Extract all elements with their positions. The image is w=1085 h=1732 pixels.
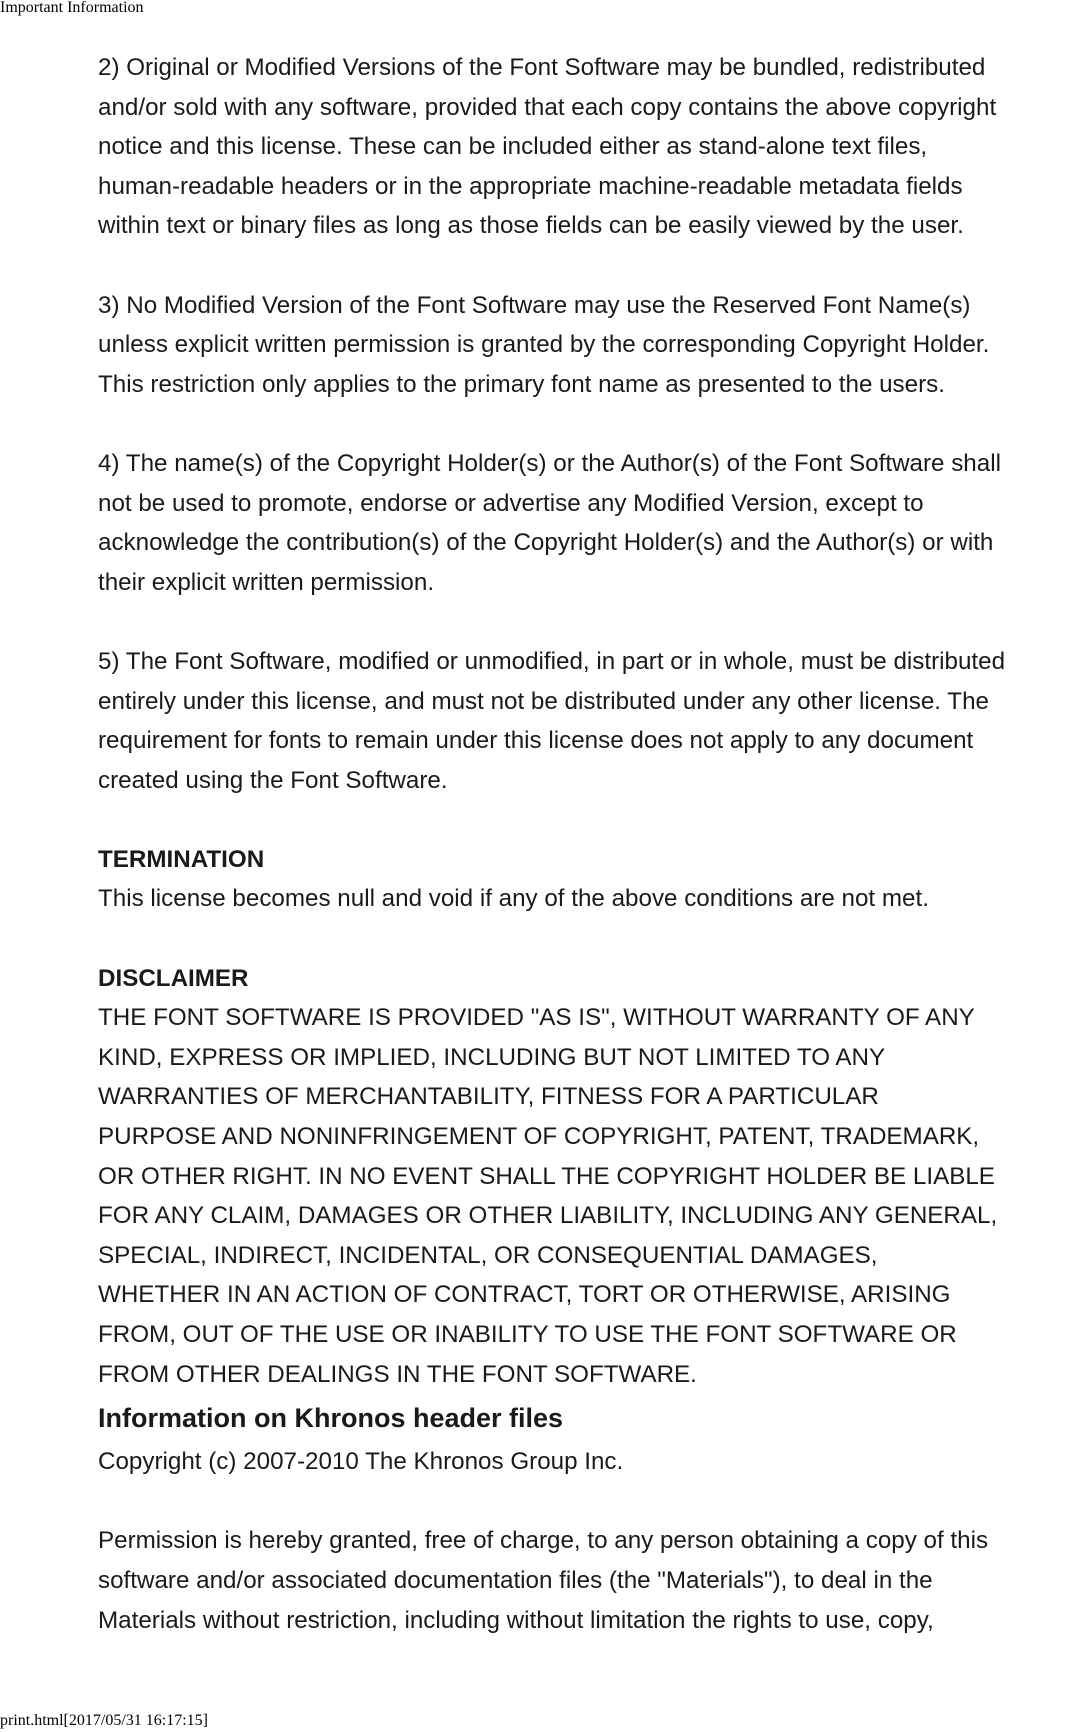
license-clause-5: 5) The Font Software, modified or unmodified, in part or in whole, must be distributed entirely under this license, and must not be distributed under any other license. The requirement for fonts to remain under this license does not apply to any document created using the Font Software. — [98, 647, 1006, 794]
license-clause-3: 3) No Modified Version of the Font Software may use the Reserved Font Name(s) unless explicit written permission is granted by the corresponding Copyright Holder. This restriction only applies to the primary font name as presented to the users. — [98, 291, 990, 398]
termination-section — [98, 840, 1083, 919]
paragraph-gap — [98, 919, 1083, 959]
disclaimer-text: THE FONT SOFTWARE IS PROVIDED "AS IS", WITHOUT WARRANTY OF ANY KIND, EXPRESS OR IMPLIED, INCLUDING BUT NOT LIMITED TO ANY WARRANTIES OF MERCHANTABILITY, FITNESS FOR A PARTICULAR PURPOSE AND NONINFRINGEMENT OF COPYRIGHT, PATENT, TRADEMARK, OR OTHER RIGHT. IN NO EVENT SHALL THE COPYRIGHT HOLDER BE LIABLE FOR ANY CLAIM, DAMAGES OR OTHER LIABILITY, INCLUDING ANY GENERAL, SPECIAL, INDIRECT, INCIDENTAL, OR CONSEQUENTIAL DAMAGES, WHETHER IN AN ACTION OF CONTRACT, TORT OR OTHERWISE, ARISING FROM, OUT OF THE USE OR INABILITY TO USE THE FONT SOFTWARE OR FROM OTHER DEALINGS IN THE FONT SOFTWARE. — [98, 1004, 998, 1388]
paragraph-gap — [98, 800, 1083, 840]
paragraph-gap — [98, 246, 1083, 286]
license-clause-2: 2) Original or Modified Versions of the Font Software may be bundled, redistributed and/or sold with any software, provided that each copy contains the above copyright notice and this license. These can be included either as stand-alone text files, human-readable headers or in the appropriate machine-readable metadata fields within text or binary files as long as those fields can be easily viewed by the user. — [98, 54, 997, 240]
print-header-title: Important Information — [0, 0, 144, 16]
termination-label: TERMINATION — [98, 845, 265, 873]
document-body — [98, 48, 1083, 1640]
disclaimer-section — [98, 959, 1083, 1395]
print-footer-url: print.html[2017/05/31 16:17:15] — [0, 1712, 208, 1729]
paragraph-gap — [98, 404, 1083, 444]
khronos-copyright: Copyright (c) 2007-2010 The Khronos Group Inc. — [98, 1448, 624, 1476]
paragraph-gap — [98, 602, 1083, 642]
license-clause-4: 4) The name(s) of the Copyright Holder(s) or the Author(s) of the Font Software shall not be used to promote, endorse or advertise any Modified Version, except to acknowledge the contribution(s) of the Copyright Holder(s) and the Author(s) or with their explicit written permission. — [98, 449, 1001, 596]
disclaimer-label: DISCLAIMER — [98, 964, 249, 992]
paragraph-gap — [98, 1482, 1083, 1522]
khronos-permission: Permission is hereby granted, free of charge, to any person obtaining a copy of this software and/or associated documentation files (the "Materials"), to deal in the Materials without restriction, including without limitation the rights to use, copy, — [98, 1527, 989, 1634]
termination-text: This license becomes null and void if any of the above conditions are not met. — [98, 885, 929, 913]
khronos-heading: Information on Khronos header files — [98, 1403, 564, 1434]
